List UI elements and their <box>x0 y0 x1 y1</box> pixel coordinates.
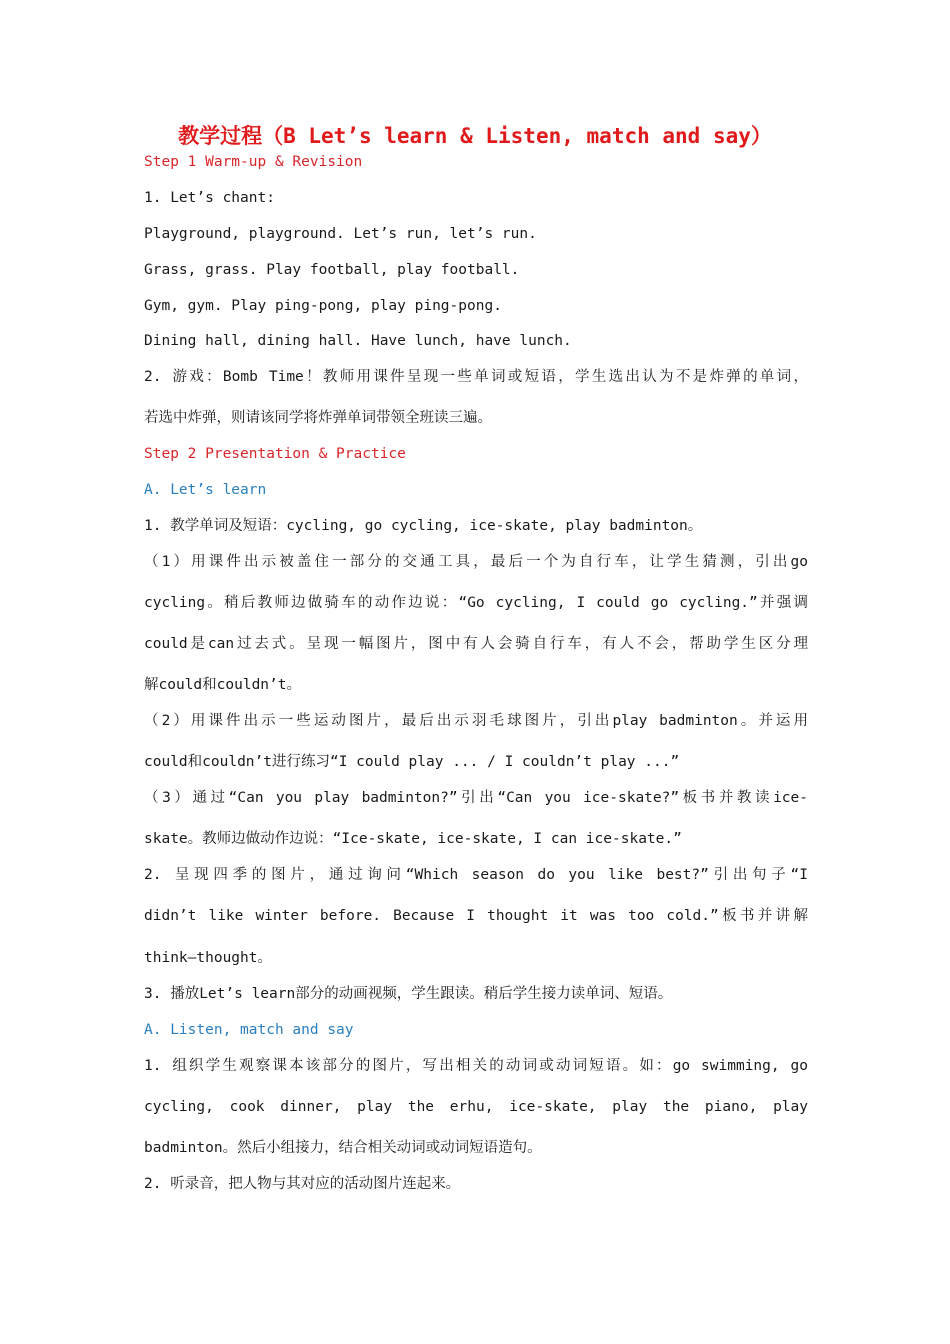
a1-1-line4: 解could和couldn’t。 <box>144 677 301 693</box>
a2-line3: think—thought。 <box>144 950 272 966</box>
document-title: 教学过程（B Let’s learn & Listen, match and say） <box>178 124 772 148</box>
a1-3-line1: （3）通过“Can you play badminton?”引出“Can you ice-skate?”板书并教读ice- <box>144 790 808 806</box>
chant-line-4: Dining hall, dining hall. Have lunch, have lunch. <box>144 333 572 349</box>
step1-item2-line1: 2. 游戏：Bomb Time！教师用课件呈现一些单词或短语，学生选出认为不是炸弹的单词， <box>144 369 808 385</box>
a1-1-line2: cycling。稍后教师边做骑车的动作边说：“Go cycling, I could go cycling.”并强调 <box>144 595 808 611</box>
step1-heading: Step 1 Warm-up & Revision <box>144 154 363 170</box>
b1-line2: cycling, cook dinner, play the erhu, ice-skate, play the piano, play <box>144 1099 808 1115</box>
step2-heading: Step 2 Presentation & Practice <box>144 446 406 462</box>
step2-sub-b: A. Listen, match and say <box>144 1022 354 1038</box>
a1-2-line2: could和couldn’t进行练习“I could play ... / I couldn’t play ...” <box>144 754 680 770</box>
a1-2-line1: （2）用课件出示一些运动图片，最后出示羽毛球图片，引出play badminton。并运用 <box>144 713 808 729</box>
a1-1-line1: （1）用课件出示被盖住一部分的交通工具，最后一个为自行车，让学生猜测，引出go <box>144 554 808 570</box>
a1-3-line2: skate。教师边做动作边说：“Ice-skate, ice-skate, I can ice-skate.” <box>144 831 682 847</box>
chant-line-1: Playground, playground. Let’s run, let’s run. <box>144 226 537 242</box>
chant-line-2: Grass, grass. Play football, play football. <box>144 262 520 278</box>
step1-item2-line2: 若选中炸弹，则请该同学将炸弹单词带领全班读三遍。 <box>144 410 492 426</box>
chant-line-3: Gym, gym. Play ping-pong, play ping-pong. <box>144 298 502 314</box>
a1-1-line3: could是can过去式。呈现一幅图片，图中有人会骑自行车，有人不会，帮助学生区分理 <box>144 636 808 652</box>
b1-line1: 1. 组织学生观察课本该部分的图片，写出相关的动词或动词短语。如：go swimming, go <box>144 1058 808 1074</box>
step1-item1: 1. Let’s chant: <box>144 190 275 206</box>
step2-sub-a: A. Let’s learn <box>144 482 267 498</box>
step2-a1: 1. 教学单词及短语：cycling, go cycling, ice-skate, play badminton。 <box>144 518 703 534</box>
b1-line3: badminton。然后小组接力，结合相关动词或动词短语造句。 <box>144 1140 542 1156</box>
a2-line2: didn’t like winter before. Because I thought it was too cold.”板书并讲解 <box>144 908 808 924</box>
step2-a3: 3. 播放Let’s learn部分的动画视频，学生跟读。稍后学生接力读单词、短语。 <box>144 986 673 1002</box>
step2-b2: 2. 听录音，把人物与其对应的活动图片连起来。 <box>144 1176 461 1192</box>
a2-line1: 2. 呈现四季的图片，通过询问“Which season do you like best?”引出句子“I <box>144 867 808 883</box>
